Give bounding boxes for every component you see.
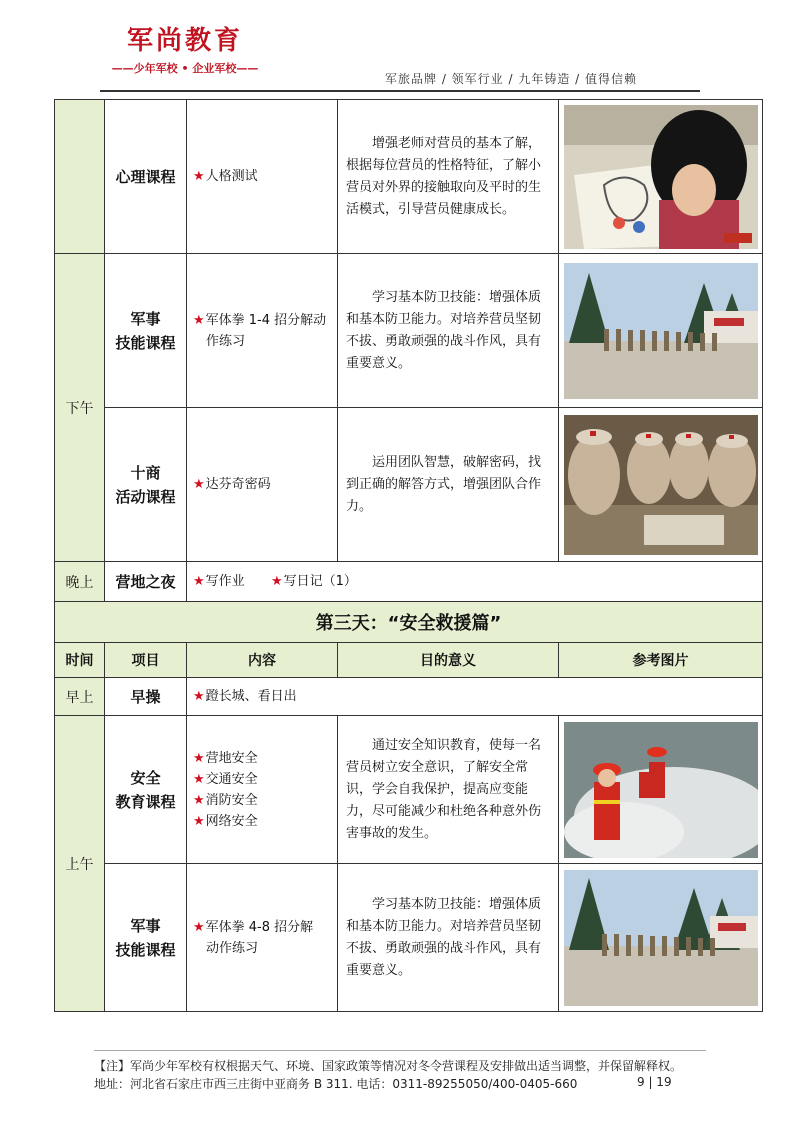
schedule-table bbox=[54, 99, 763, 1012]
star-icon: ★ bbox=[193, 750, 205, 766]
project-line: 军事 bbox=[130, 916, 161, 935]
purpose-cell: 运用团队智慧，破解密码，找到正确的解答方式，增强团队合作力。 bbox=[338, 408, 559, 562]
project-line: 技能课程 bbox=[115, 333, 176, 352]
content-item: 作练习 bbox=[206, 333, 246, 349]
time-cell-empty bbox=[55, 100, 105, 254]
star-icon: ★ bbox=[193, 792, 205, 808]
content-cell bbox=[187, 254, 338, 408]
content-item: 消防安全 bbox=[205, 792, 258, 808]
star-icon: ★ bbox=[193, 771, 205, 787]
table-row bbox=[55, 562, 763, 602]
content-cell bbox=[187, 562, 763, 602]
column-header: 参考图片 bbox=[559, 643, 763, 678]
star-icon: ★ bbox=[193, 919, 205, 935]
footer-divider bbox=[94, 1050, 706, 1051]
reference-image bbox=[559, 716, 763, 864]
day-section-title: 第三天：“安全救援篇” bbox=[55, 602, 763, 643]
drawing-girl-photo bbox=[564, 105, 758, 249]
content-item: 动作练习 bbox=[206, 940, 259, 956]
brand-tagline: ——少年军校 • 企业军校—— bbox=[111, 62, 259, 75]
project-cell: 心理课程 bbox=[105, 100, 187, 254]
purpose-cell: 学习基本防卫技能：增强体质和基本防卫能力。对培养营员坚韧不拔、勇敢顽强的战斗作风，具有重要意义。 bbox=[338, 254, 559, 408]
column-header: 内容 bbox=[187, 643, 338, 678]
purpose-cell: 学习基本防卫技能：增强体质和基本防卫能力。对培养营员坚韧不拔、勇敢顽强的战斗作风，具有重要意义。 bbox=[338, 864, 559, 1012]
time-cell-morning: 上午 bbox=[55, 716, 105, 1012]
content-item: 写日记（1） bbox=[283, 574, 357, 589]
page-number: 9 | 19 bbox=[637, 1075, 672, 1089]
project-cell: 营地之夜 bbox=[105, 562, 187, 602]
star-icon: ★ bbox=[193, 689, 205, 704]
project-cell bbox=[105, 864, 187, 1012]
content-cell bbox=[187, 100, 338, 254]
table-row bbox=[55, 602, 763, 643]
project-cell: 早操 bbox=[105, 678, 187, 716]
content-cell bbox=[187, 408, 338, 562]
time-cell-early-morning: 早上 bbox=[55, 678, 105, 716]
content-item: 军体拳 4-8 招分解 bbox=[205, 919, 314, 935]
fire-drill-photo bbox=[564, 722, 758, 858]
footer-note: 【注】军尚少年军校有权根据天气、环境、国家政策等情况对冬令营课程及安排做出适当调整，并保留解释权。 bbox=[94, 1059, 683, 1073]
schedule-table-wrapper bbox=[54, 99, 762, 1012]
table-header-row bbox=[55, 643, 763, 678]
project-line: 安全 bbox=[130, 768, 161, 787]
star-icon: ★ bbox=[193, 477, 205, 492]
content-item: 营地安全 bbox=[205, 750, 258, 766]
header-slogan: 军旅品牌 / 领军行业 / 九年铸造 / 值得信赖 bbox=[385, 72, 638, 86]
project-cell bbox=[105, 254, 187, 408]
content-item: 交通安全 bbox=[205, 771, 258, 787]
content-item: 蹬长城、看日出 bbox=[205, 689, 297, 704]
content-item: 网络安全 bbox=[205, 813, 258, 829]
project-line: 军事 bbox=[130, 309, 161, 328]
content-cell bbox=[187, 678, 763, 716]
drill-photo-2 bbox=[564, 870, 758, 1006]
column-header: 时间 bbox=[55, 643, 105, 678]
star-icon: ★ bbox=[193, 312, 205, 328]
purpose-cell: 增强老师对营员的基本了解，根据每位营员的性格特征，了解小营员对外界的接触取向及平时的生活模式，引导营员健康成长。 bbox=[338, 100, 559, 254]
star-icon: ★ bbox=[193, 574, 205, 589]
content-item: 写作业 bbox=[205, 574, 245, 589]
project-cell bbox=[105, 716, 187, 864]
table-row bbox=[55, 100, 763, 254]
table-row bbox=[55, 254, 763, 408]
reference-image bbox=[559, 864, 763, 1012]
purpose-cell: 通过安全知识教育，使每一名营员树立安全意识，了解安全常识，学会自我保护，提高应变能力，尽可能减少和杜绝各种意外伤害事故的发生。 bbox=[338, 716, 559, 864]
project-line: 教育课程 bbox=[115, 792, 176, 811]
table-row bbox=[55, 408, 763, 562]
project-cell bbox=[105, 408, 187, 562]
time-cell-evening: 晚上 bbox=[55, 562, 105, 602]
content-item: 人格测试 bbox=[205, 169, 258, 184]
team-game-photo bbox=[564, 415, 758, 555]
content-cell bbox=[187, 864, 338, 1012]
footer-address: 地址：河北省石家庄市西三庄街中亚商务 B 311. 电话：0311-89255050/400-0405-660 bbox=[94, 1077, 578, 1091]
reference-image bbox=[559, 100, 763, 254]
time-cell-afternoon: 下午 bbox=[55, 254, 105, 562]
content-item: 军体拳 1-4 招分解动 bbox=[205, 312, 327, 328]
content-item: 达芬奇密码 bbox=[205, 477, 271, 492]
table-row bbox=[55, 678, 763, 716]
project-line: 活动课程 bbox=[115, 487, 176, 506]
brand-logo bbox=[100, 24, 270, 76]
star-icon: ★ bbox=[193, 813, 205, 829]
reference-image bbox=[559, 254, 763, 408]
table-row bbox=[55, 716, 763, 864]
star-icon: ★ bbox=[270, 574, 283, 589]
drill-photo bbox=[564, 263, 758, 399]
content-cell bbox=[187, 716, 338, 864]
table-row bbox=[55, 864, 763, 1012]
column-header: 项目 bbox=[105, 643, 187, 678]
column-header: 目的意义 bbox=[338, 643, 559, 678]
reference-image bbox=[559, 408, 763, 562]
brand-name: 军尚教育 bbox=[126, 26, 243, 56]
star-icon: ★ bbox=[193, 169, 205, 184]
header-divider bbox=[100, 90, 700, 92]
project-line: 十商 bbox=[130, 463, 161, 482]
project-line: 技能课程 bbox=[115, 940, 176, 959]
